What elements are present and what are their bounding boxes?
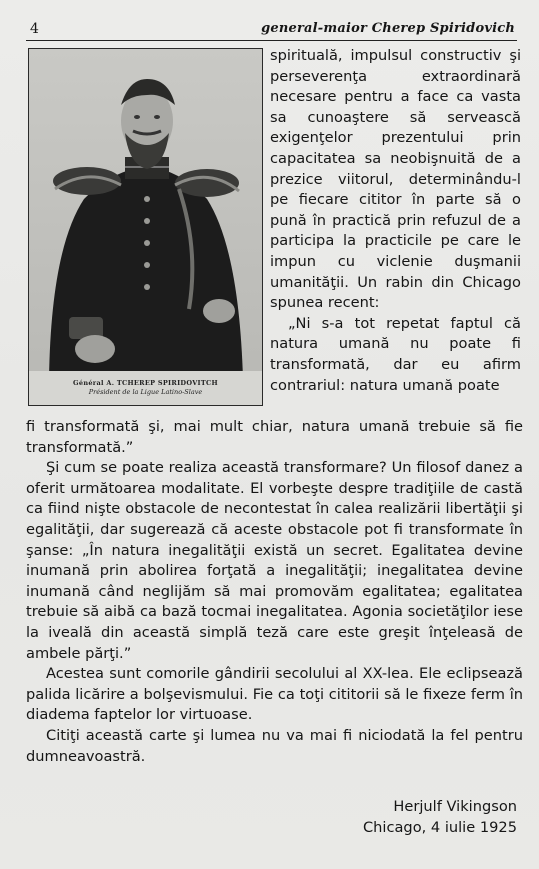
column-paragraph: spirituală, impulsul constructiv şi perseverenţa extraordinară necesare pentru a face ca vasta sa cunoaştere să servească exigenţelor prezentului prin capacitatea sa neobişnuită de a prezice viitorul, determinându-l pe fiecare cititor în parte să o pună în practică prin refuzul de a participa la practicile pe care le impun cu viclenie duşmanii umanităţii. Un rabin din Chicago spunea recent: <box>270 47 521 312</box>
paragraph-3: Acestea sunt comorile gândirii secolului al XX-lea. Ele eclipsează palida licărire a bolşevismului. Fie ca toţi cititorii să le fixeze ferm în diadema faptelor lor virtuoase. <box>26 665 523 724</box>
running-title: general-maior Cherep Spiridovich <box>261 21 515 36</box>
page-header <box>26 20 517 41</box>
signature-block <box>363 796 517 838</box>
portrait-caption <box>29 379 262 397</box>
quote-start: „Ni s-a tot repetat faptul că natura umană nu poate fi transformată, dar eu afirm contrariul: natura umană poate <box>270 314 521 394</box>
signature-place-date: Chicago, 4 iulie 1925 <box>362 819 517 836</box>
portrait-photo <box>28 48 263 406</box>
full-width-text <box>26 417 523 767</box>
column-text <box>270 46 521 396</box>
signature-author: Herjulf Vikingson <box>393 798 517 815</box>
paragraph-2: Şi cum se poate realiza această transformare? Un filosof danez a oferit următoarea modalitate. El vorbeşte despre tradiţiile de castă ca fiind nişte obstacole de necontestat în calea realizării libertăţii şi egalităţii, dar sugerează că aceste obstacole pot fi transformate în şanse: „În natura inegalităţii există un secret. Egalitatea devine inumană prin abolirea forţată a inegalităţii; inegalitatea devine inumană când neglijăm să mai promovăm egalitatea; egalitatea trebuie să aibă ca bază tocmai inegalitatea. Agonia societăţilor iese la iveală din această simplă teză care este greşit înţeleasă de ambele părţi.” <box>26 459 523 662</box>
paragraph-4: Citiţi această carte şi lumea nu va mai fi niciodată la fel pentru dumneavoastră. <box>26 726 523 765</box>
quote-end: fi transformată şi, mai mult chiar, natura umană trebuie să fie transformată.” <box>26 418 523 456</box>
portrait-image <box>29 49 262 405</box>
page-number: 4 <box>30 21 39 37</box>
caption-name: Général A. TCHEREP SPIRIDOVITCH <box>73 379 218 387</box>
caption-title: Président de la Ligue Latino-Slave <box>88 388 203 396</box>
